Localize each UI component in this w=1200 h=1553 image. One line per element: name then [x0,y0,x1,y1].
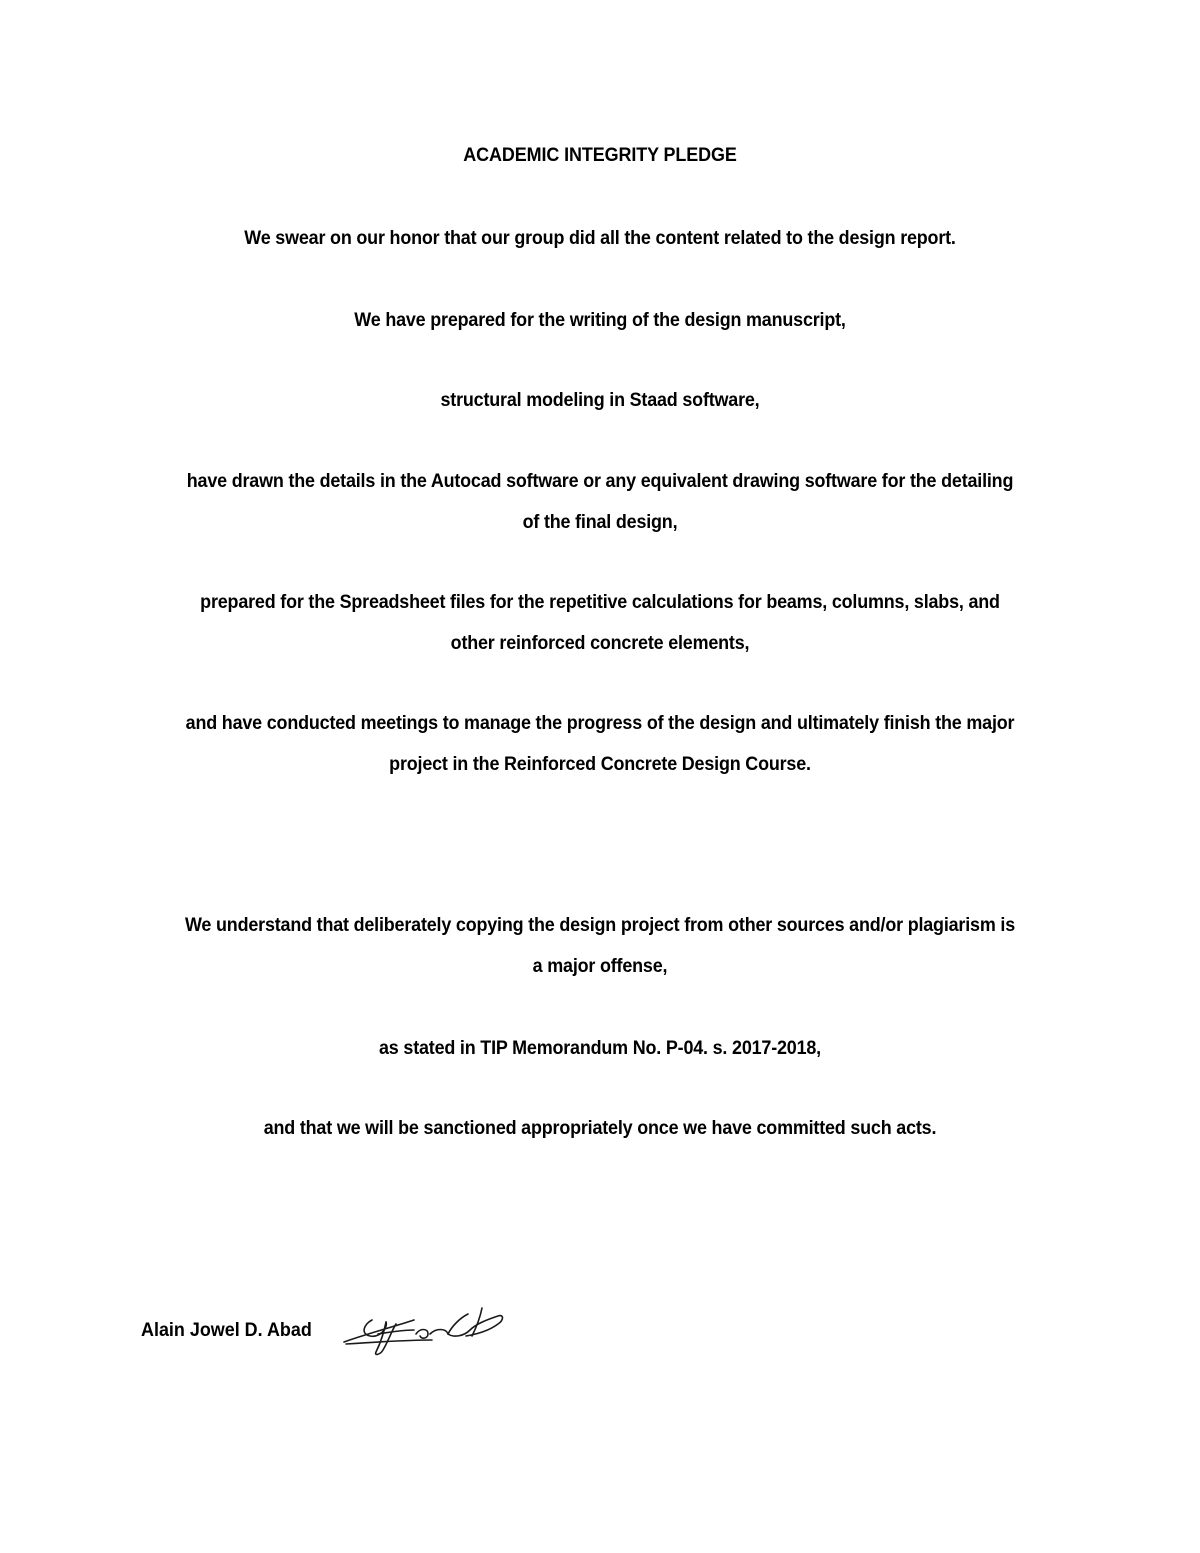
pledge-line-9: project in the Reinforced Concrete Design Course. [389,753,811,775]
handwritten-signature [336,1300,512,1360]
pledge-line-6: prepared for the Spreadsheet files for the repetitive calculations for beams, columns, slabs, and [200,591,1000,613]
signer-name: Alain Jowel D. Abad [141,1319,312,1341]
pledge-line-1: We swear on our honor that our group did all the content related to the design report. [244,227,956,249]
pledge-line-2: We have prepared for the writing of the design manuscript, [354,309,846,331]
pledge-line-5: of the final design, [522,511,678,533]
pledge-line-8: and have conducted meetings to manage the progress of the design and ultimately finish the major [185,712,1015,734]
pledge-line-13: and that we will be sanctioned appropriately once we have committed such acts. [263,1117,937,1139]
pledge-line-7: other reinforced concrete elements, [450,632,750,654]
pledge-line-4: have drawn the details in the Autocad software or any equivalent drawing software for the detailing [186,470,1014,492]
pledge-line-10: We understand that deliberately copying the design project from other sources and/or plagiarism is [185,914,1015,936]
pledge-line-11: a major offense, [532,955,668,977]
pledge-line-3: structural modeling in Staad software, [440,389,760,411]
pledge-title: ACADEMIC INTEGRITY PLEDGE [463,144,737,166]
pledge-line-12: as stated in TIP Memorandum No. P-04. s. 2017-2018, [379,1037,821,1059]
